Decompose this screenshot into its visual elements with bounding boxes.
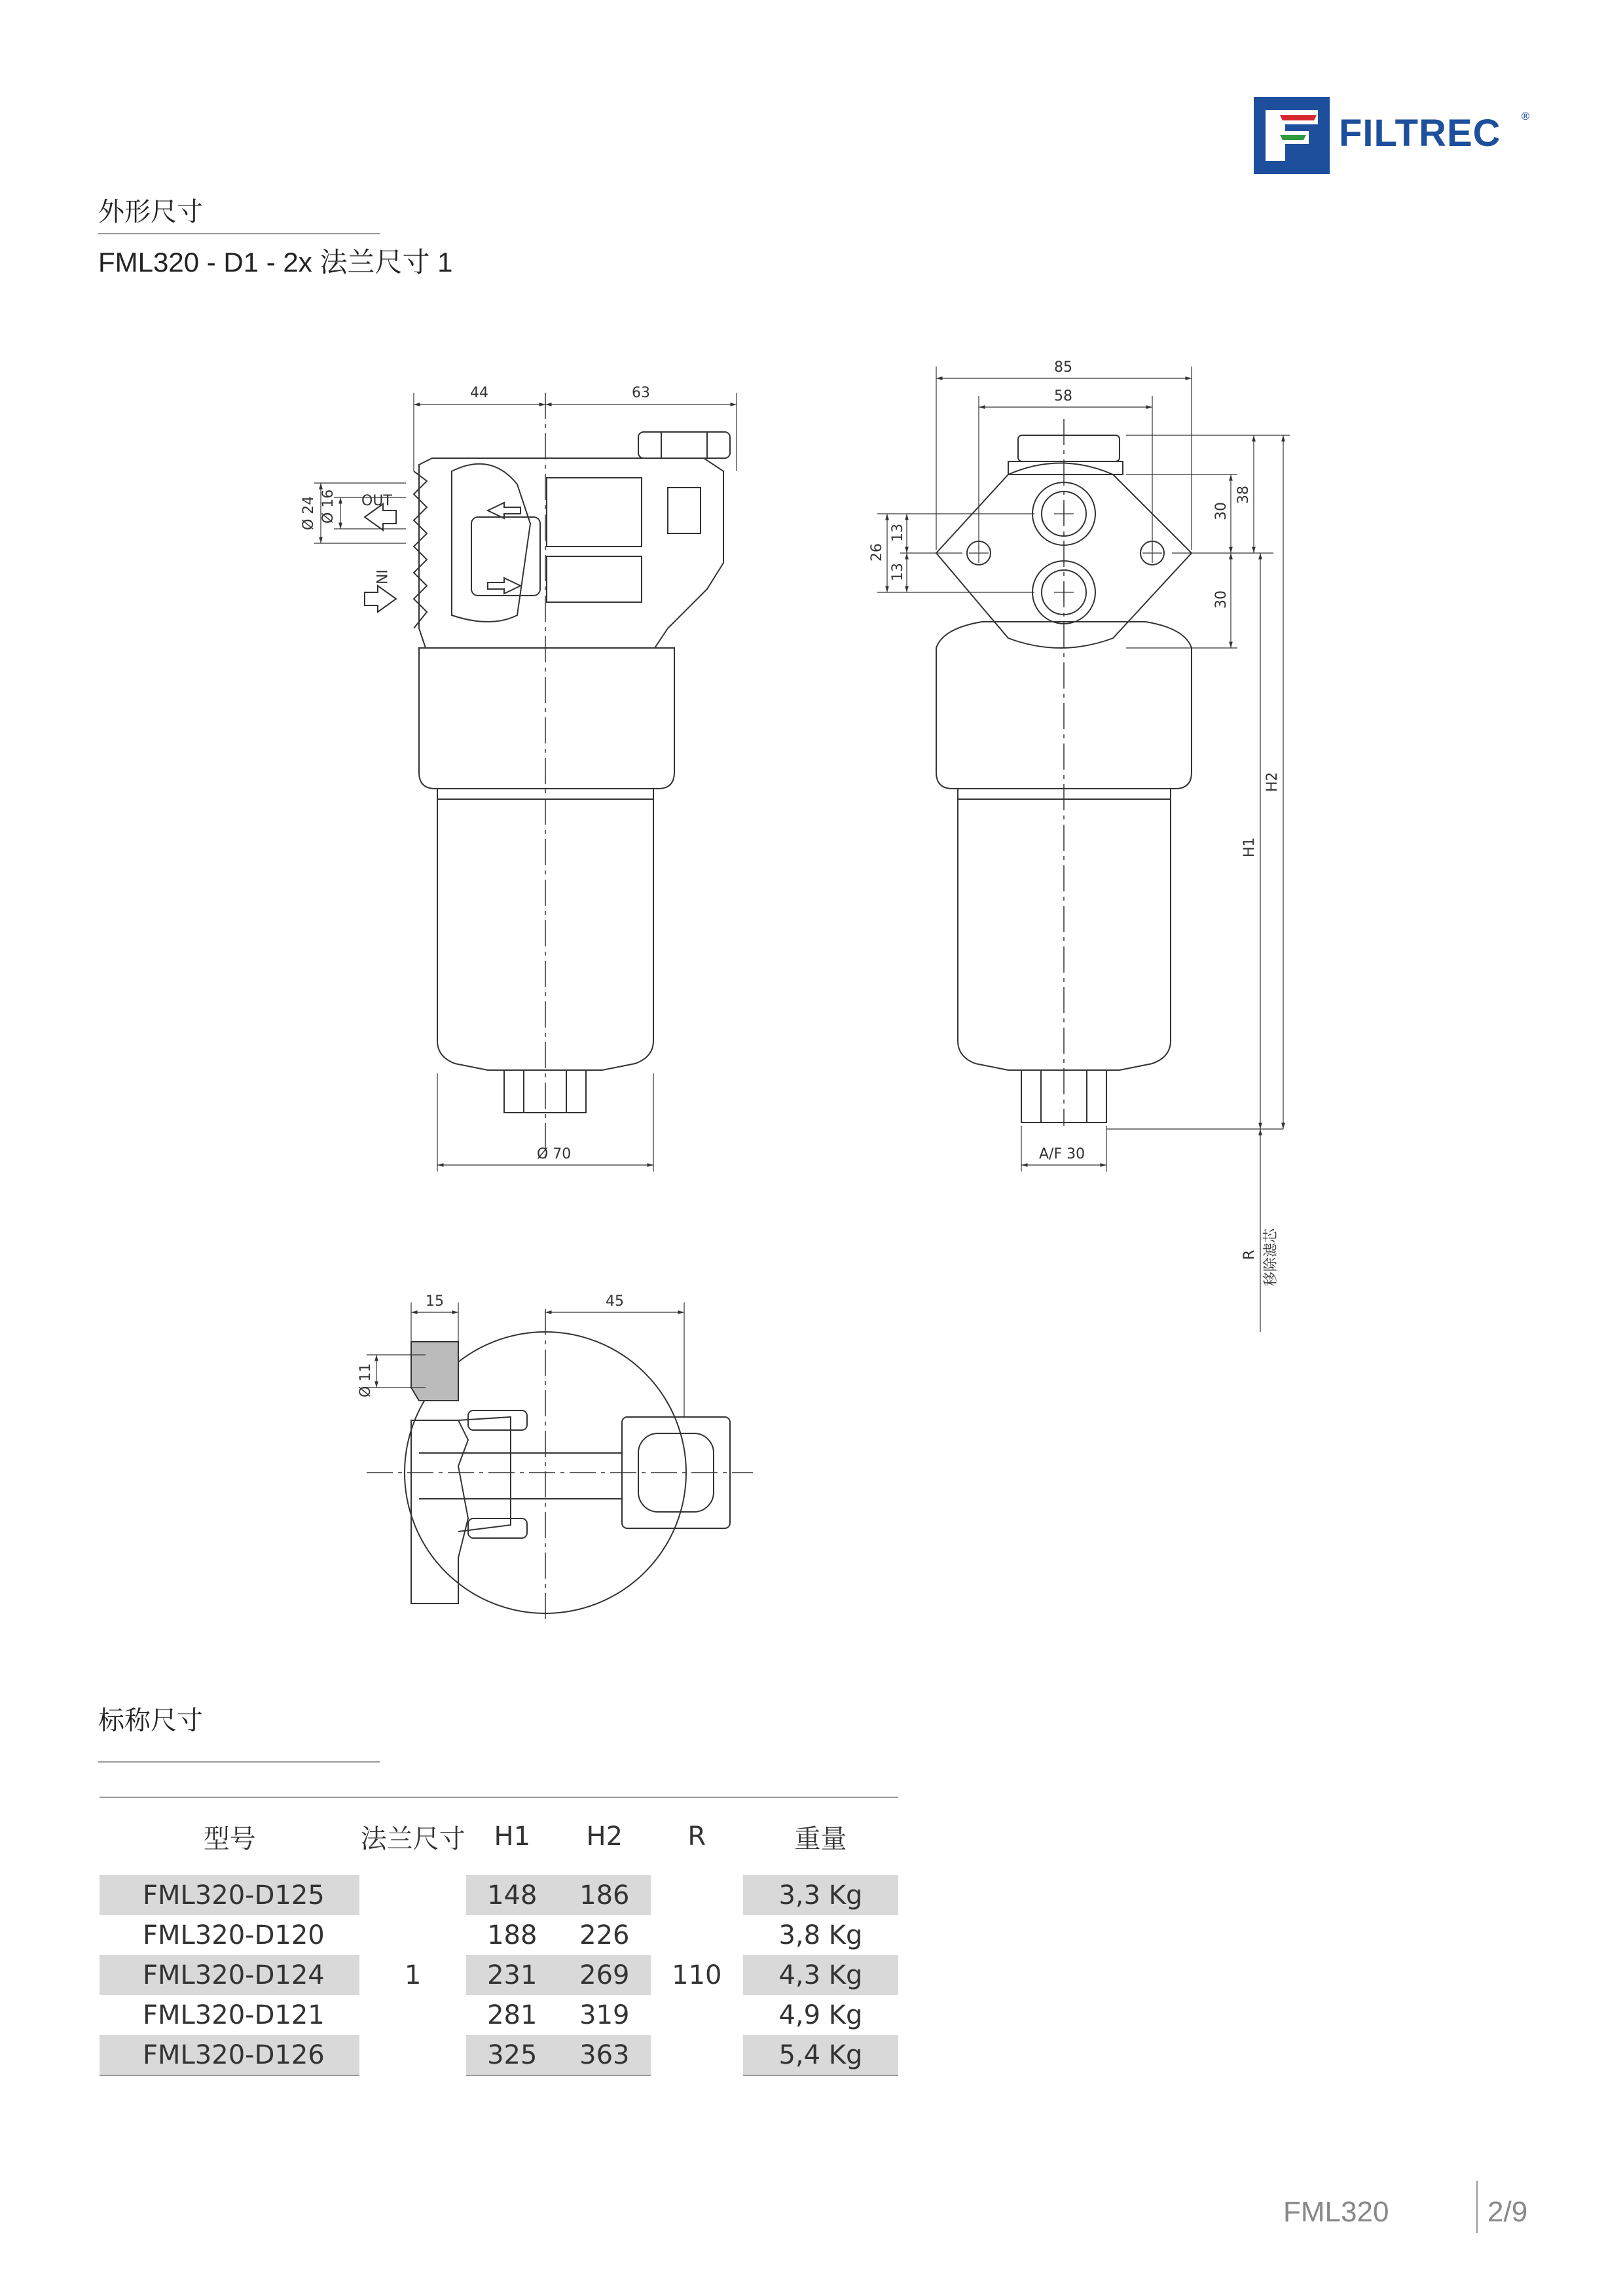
dim-13-upper: 13 bbox=[890, 524, 906, 542]
dim-38: 38 bbox=[1235, 486, 1252, 504]
cell-model: FML320-D121 bbox=[143, 2000, 325, 2030]
header-model: 型号 bbox=[100, 1797, 359, 1875]
section-title-nominal: 标称尺寸 bbox=[98, 1706, 203, 1736]
table-row bbox=[100, 1915, 898, 1955]
dim-af-30: A/F 30 bbox=[1039, 1146, 1085, 1162]
cell-model: FML320-D126 bbox=[100, 2035, 359, 2075]
dim-58: 58 bbox=[1054, 388, 1072, 404]
dim-13-lower: 13 bbox=[890, 563, 906, 581]
cell-h1: 231 bbox=[466, 1955, 558, 1995]
table-header-row bbox=[100, 1797, 898, 1875]
cell-h1: 325 bbox=[466, 2035, 558, 2075]
cell-model: FML320-D124 bbox=[100, 1955, 359, 1995]
dim-dia-70: Ø 70 bbox=[537, 1146, 572, 1162]
label-in: IN bbox=[373, 569, 389, 584]
dim-44: 44 bbox=[470, 385, 488, 401]
cell-weight: 4,3 Kg bbox=[743, 1955, 898, 1995]
drawing-subtitle: FML320 - D1 - 2x 法兰尺寸 1 bbox=[98, 247, 453, 278]
cell-h1: 148 bbox=[466, 1875, 558, 1915]
dim-30-lower: 30 bbox=[1213, 590, 1230, 609]
header-r: R bbox=[651, 1797, 743, 1875]
dim-dia-24: Ø 24 bbox=[301, 495, 317, 530]
table-row bbox=[100, 1955, 898, 1995]
cell-weight: 4,9 Kg bbox=[778, 2000, 863, 2030]
cell-h2: 319 bbox=[579, 2000, 630, 2030]
page-number: 2/9 bbox=[1487, 2196, 1528, 2228]
dim-r: R bbox=[1241, 1249, 1258, 1260]
dim-45: 45 bbox=[606, 1293, 624, 1310]
top-view bbox=[357, 1293, 753, 1623]
footer-model: FML320 bbox=[1283, 2196, 1389, 2228]
spec-table bbox=[100, 1797, 898, 2076]
table-row bbox=[100, 2035, 898, 2075]
note-remove-element: 移除滤芯 bbox=[1263, 1228, 1279, 1286]
side-view bbox=[869, 359, 1290, 1332]
cell-model: FML320-D125 bbox=[100, 1875, 359, 1915]
dim-dia-16: Ø 16 bbox=[320, 489, 337, 524]
section-title-dimensions: 外形尺寸 bbox=[98, 197, 203, 227]
footer-divider bbox=[1476, 2181, 1478, 2233]
cell-h2: 269 bbox=[558, 1955, 651, 1995]
table-row bbox=[100, 1875, 898, 1915]
cell-h1: 188 bbox=[487, 1920, 538, 1950]
cell-h2: 226 bbox=[579, 1920, 630, 1950]
dim-85: 85 bbox=[1054, 359, 1072, 376]
header-h1: H1 bbox=[466, 1797, 558, 1875]
brand-registered-mark: ® bbox=[1520, 110, 1531, 122]
title-rule bbox=[98, 1761, 380, 1763]
dim-h2: H2 bbox=[1264, 772, 1281, 792]
header-flange: 法兰尺寸 bbox=[359, 1797, 465, 1875]
dim-63: 63 bbox=[632, 385, 650, 401]
cell-r: 110 bbox=[672, 1960, 722, 1990]
header-weight: 重量 bbox=[743, 1797, 898, 1875]
dim-h1: H1 bbox=[1241, 837, 1258, 857]
dim-15: 15 bbox=[426, 1293, 444, 1310]
dim-30-upper: 30 bbox=[1213, 502, 1230, 520]
front-view bbox=[301, 385, 737, 1172]
dim-dia-11: Ø 11 bbox=[357, 1363, 374, 1397]
cell-h1: 281 bbox=[487, 2000, 538, 2030]
cell-weight: 3,8 Kg bbox=[778, 1920, 863, 1950]
brand-name: FILTREC bbox=[1339, 112, 1501, 154]
cell-h2: 363 bbox=[558, 2035, 651, 2075]
header-h2: H2 bbox=[558, 1797, 651, 1875]
table-row bbox=[100, 1995, 898, 2035]
cell-weight: 5,4 Kg bbox=[743, 2035, 898, 2075]
dim-26: 26 bbox=[869, 543, 885, 562]
label-out: OUT bbox=[361, 493, 392, 509]
cell-flange: 1 bbox=[404, 1960, 422, 1990]
cell-h2: 186 bbox=[558, 1875, 651, 1915]
cell-model: FML320-D120 bbox=[143, 1920, 325, 1950]
cell-weight: 3,3 Kg bbox=[743, 1875, 898, 1915]
